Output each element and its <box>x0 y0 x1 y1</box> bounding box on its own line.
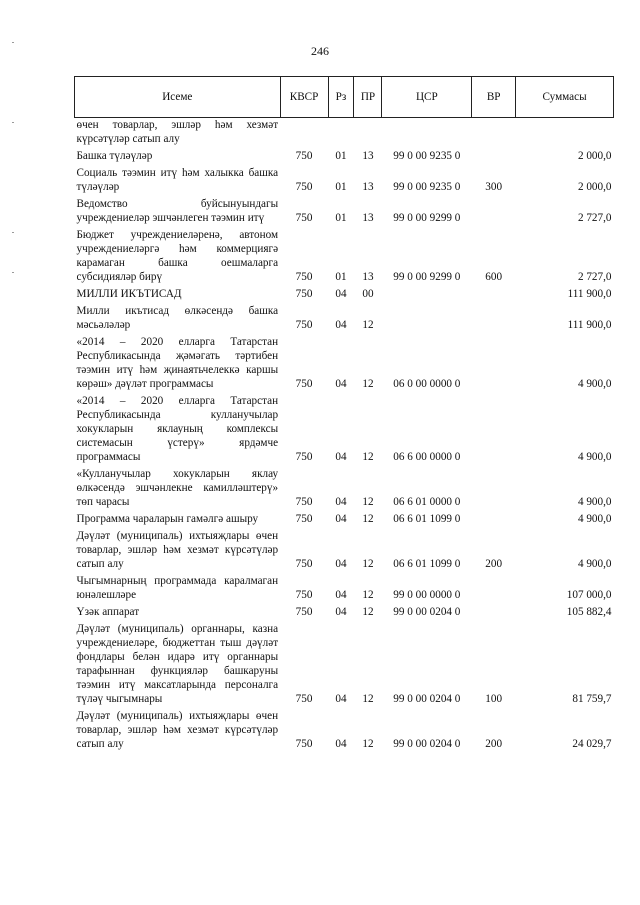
cell-csr: 99 0 00 9235 0 <box>393 181 461 193</box>
cell-kvsr: 750 <box>295 589 313 601</box>
cell-csr: 99 0 00 0204 0 <box>393 738 461 750</box>
table-row <box>75 335 614 394</box>
table-body <box>75 118 614 755</box>
cell-name: Башка түләүләр <box>76 150 153 162</box>
cell-vr: 200 <box>485 558 503 570</box>
table-row <box>75 529 614 574</box>
cell-rz <box>328 118 354 150</box>
cell-pr: 12 <box>362 693 374 705</box>
cell-name: Бюджет учреждениеләренә, автоном учреждениеләргә һәм коммерциягә карамаган башка оешмаларга субсидияләр бирү <box>76 229 279 283</box>
cell-name: «2014 – 2020 елларга Татарстан Республикасында кулланучылар хокукларын яклауның комплексы системасын үстерү» ярдәмче программасы <box>76 395 279 463</box>
cell-sum: 111 900,0 <box>567 288 612 300</box>
cell-rz: 04 <box>335 558 347 570</box>
cell-vr: 100 <box>485 693 503 705</box>
cell-rz: 04 <box>335 288 347 300</box>
cell-sum: 81 759,7 <box>572 693 612 705</box>
cell-kvsr: 750 <box>295 378 313 390</box>
header-pr: ПР <box>354 77 382 118</box>
margin-mark <box>12 122 14 123</box>
cell-kvsr: 750 <box>295 212 313 224</box>
margin-mark <box>12 42 14 43</box>
cell-sum: 4 900,0 <box>577 496 612 508</box>
cell-csr: 99 0 00 0000 0 <box>393 589 461 601</box>
cell-name: «2014 – 2020 елларга Татарстан Республикасында җәмәгать тәртибен тәэмин итү һәм җинаятьчелеккә каршы көрәш» дәүләт программасы <box>76 336 279 390</box>
cell-name: Милли икътисад өлкәсендә башка мәсьәләләр <box>76 305 279 331</box>
cell-csr: 99 0 00 9235 0 <box>393 150 461 162</box>
cell-vr <box>472 304 516 335</box>
margin-mark <box>12 232 14 233</box>
table-row <box>75 287 614 304</box>
table-row <box>75 709 614 754</box>
cell-rz: 01 <box>335 271 347 283</box>
cell-pr: 12 <box>362 738 374 750</box>
cell-vr <box>472 197 516 228</box>
margin-mark <box>12 272 14 273</box>
cell-rz: 01 <box>335 181 347 193</box>
table-row <box>75 149 614 166</box>
cell-pr <box>354 118 382 150</box>
cell-name: Дәүләт (муниципаль) органнары, казна учреждениеләре, бюджеттан тыш дәүләт фондлары белән идарә итү органнары тарафыннан функцияләр башкаруны тәэмин итү максатларында персоналга түләү чыгымнары <box>76 623 279 705</box>
cell-csr: 06 6 00 0000 0 <box>393 451 461 463</box>
cell-csr: 06 0 00 0000 0 <box>393 378 461 390</box>
cell-vr: 300 <box>485 181 503 193</box>
cell-pr: 12 <box>362 558 374 570</box>
cell-csr: 06 6 01 1099 0 <box>393 558 461 570</box>
table-row <box>75 512 614 529</box>
table-row <box>75 166 614 197</box>
page-number: 246 <box>311 44 329 58</box>
cell-csr: 99 0 00 0204 0 <box>393 606 461 618</box>
cell-csr <box>382 118 472 150</box>
cell-vr: 600 <box>485 271 503 283</box>
cell-sum: 2 727,0 <box>577 212 612 224</box>
cell-csr <box>382 304 472 335</box>
cell-sum: 4 900,0 <box>577 451 612 463</box>
table-row <box>75 118 614 150</box>
cell-kvsr: 750 <box>295 288 313 300</box>
header-rz: Рз <box>328 77 354 118</box>
table-row <box>75 228 614 287</box>
cell-name: Үзәк аппарат <box>76 606 140 618</box>
cell-pr: 12 <box>362 606 374 618</box>
cell-pr: 12 <box>362 451 374 463</box>
cell-vr <box>472 335 516 394</box>
cell-rz: 04 <box>335 606 347 618</box>
cell-kvsr: 750 <box>295 496 313 508</box>
cell-csr: 99 0 00 0204 0 <box>393 693 461 705</box>
cell-name: Социаль тәэмин итү һәм халыкка башка түләүләр <box>76 167 279 193</box>
header-vr: ВР <box>472 77 516 118</box>
cell-pr: 12 <box>362 378 374 390</box>
cell-csr: 99 0 00 9299 0 <box>393 271 461 283</box>
cell-rz: 01 <box>335 212 347 224</box>
cell-sum <box>516 118 614 150</box>
cell-vr <box>472 512 516 529</box>
cell-kvsr: 750 <box>295 738 313 750</box>
cell-vr <box>472 149 516 166</box>
cell-kvsr: 750 <box>295 181 313 193</box>
cell-kvsr: 750 <box>295 150 313 162</box>
table-row <box>75 394 614 467</box>
cell-name: Ведомство буйсынуындагы учреждениеләр эшчәнлеген тәэмин итү <box>76 198 279 224</box>
table-header <box>75 77 614 118</box>
cell-kvsr: 750 <box>295 319 313 331</box>
cell-pr: 13 <box>362 271 374 283</box>
cell-vr <box>472 467 516 512</box>
header-csr: ЦСР <box>382 77 472 118</box>
table-row <box>75 467 614 512</box>
cell-pr: 13 <box>362 212 374 224</box>
cell-rz: 04 <box>335 589 347 601</box>
cell-sum: 4 900,0 <box>577 378 612 390</box>
header-sum: Суммасы <box>516 77 614 118</box>
cell-rz: 04 <box>335 451 347 463</box>
cell-csr <box>382 287 472 304</box>
table-row <box>75 304 614 335</box>
cell-sum: 107 000,0 <box>566 589 612 601</box>
cell-name: Дәүләт (муниципаль) ихтыяҗлары өчен товарлар, эшләр һәм хезмәт күрсәтүләр сатып алу <box>76 710 279 750</box>
table-row <box>75 605 614 622</box>
cell-kvsr: 750 <box>295 606 313 618</box>
cell-rz: 04 <box>335 693 347 705</box>
cell-vr <box>472 394 516 467</box>
cell-pr: 12 <box>362 319 374 331</box>
cell-name: Дәүләт (муниципаль) ихтыяҗлары өчен товарлар, эшләр һәм хезмәт күрсәтүләр сатып алу <box>76 530 279 570</box>
cell-name: МИЛЛИ ИКЪТИСАД <box>76 288 182 300</box>
cell-vr <box>472 287 516 304</box>
cell-kvsr: 750 <box>295 558 313 570</box>
cell-name: өчен товарлар, эшләр һәм хезмәт күрсәтүләр сатып алу <box>76 119 279 145</box>
cell-sum: 105 882,4 <box>566 606 612 618</box>
cell-kvsr: 750 <box>295 451 313 463</box>
cell-rz: 04 <box>335 513 347 525</box>
cell-pr: 13 <box>362 181 374 193</box>
cell-kvsr: 750 <box>295 693 313 705</box>
cell-pr: 12 <box>362 589 374 601</box>
cell-sum: 4 900,0 <box>577 558 612 570</box>
cell-sum: 2 727,0 <box>577 271 612 283</box>
cell-kvsr <box>280 118 328 150</box>
cell-csr: 99 0 00 9299 0 <box>393 212 461 224</box>
cell-rz: 04 <box>335 378 347 390</box>
cell-rz: 04 <box>335 738 347 750</box>
cell-name: «Кулланучылар хокукларын яклау өлкәсендә эшчәнлекне камилләштерү» төп чарасы <box>76 468 279 508</box>
table-row <box>75 622 614 709</box>
budget-table <box>74 76 614 754</box>
header-kvsr: КВСР <box>280 77 328 118</box>
cell-sum: 4 900,0 <box>577 513 612 525</box>
cell-pr: 12 <box>362 513 374 525</box>
cell-name: Программа чараларын гамәлгә ашыру <box>76 513 259 525</box>
cell-kvsr: 750 <box>295 271 313 283</box>
table-row <box>75 197 614 228</box>
cell-csr: 06 6 01 1099 0 <box>393 513 461 525</box>
cell-sum: 2 000,0 <box>577 181 612 193</box>
cell-pr: 00 <box>362 288 374 300</box>
cell-rz: 04 <box>335 496 347 508</box>
header-name: Исеме <box>75 77 281 118</box>
cell-sum: 24 029,7 <box>572 738 612 750</box>
cell-vr <box>472 118 516 150</box>
cell-rz: 01 <box>335 150 347 162</box>
cell-sum: 111 900,0 <box>567 319 612 331</box>
cell-name: Чыгымнарның программада каралмаган юнәлешләре <box>76 575 279 601</box>
cell-csr: 06 6 01 0000 0 <box>393 496 461 508</box>
cell-vr: 200 <box>485 738 503 750</box>
table-row <box>75 574 614 605</box>
cell-sum: 2 000,0 <box>577 150 612 162</box>
cell-vr <box>472 605 516 622</box>
cell-rz: 04 <box>335 319 347 331</box>
cell-kvsr: 750 <box>295 513 313 525</box>
cell-pr: 12 <box>362 496 374 508</box>
cell-pr: 13 <box>362 150 374 162</box>
cell-vr <box>472 574 516 605</box>
